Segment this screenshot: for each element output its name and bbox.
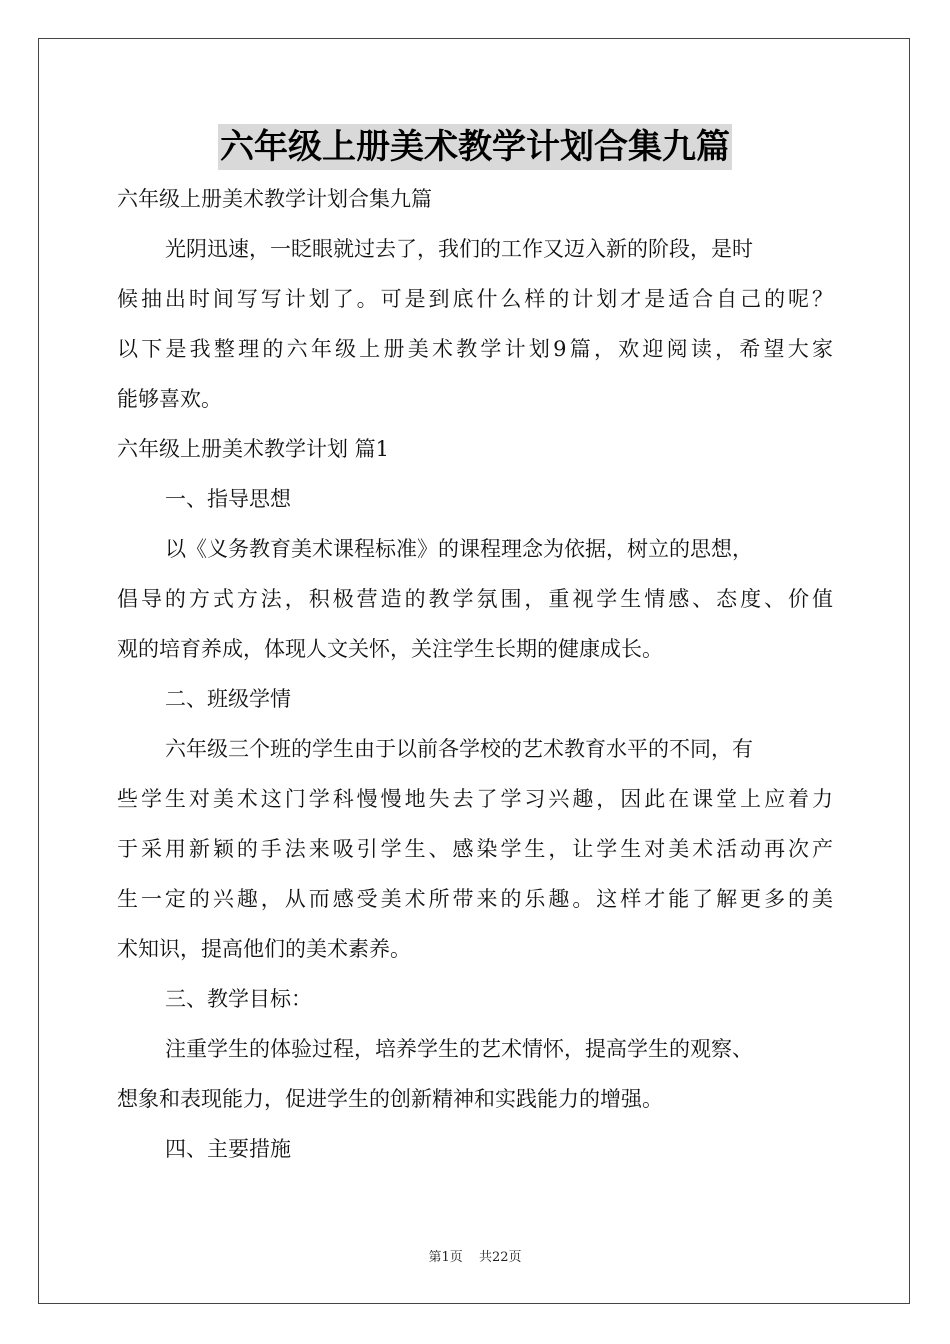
para1-line-3: 观的培育养成，体现人文关怀，关注学生长期的健康成长。 [117,637,663,661]
para2-line-3: 于采用新颖的手法来吸引学生、感染学生，让学生对美术活动再次产 [117,837,833,861]
page-total: 共22页 [478,1250,522,1265]
para2-line-4: 生一定的兴趣，从而感受美术所带来的乐趣。这样才能了解更多的美 [117,887,833,911]
section-title: 六年级上册美术教学计划 篇1 [117,437,390,461]
page-border [38,38,910,1304]
para1-line-1: 以《义务教育美术课程标准》的课程理念为依据，树立的思想， [165,537,753,561]
para3-line-1: 注重学生的体验过程，培养学生的艺术情怀，提高学生的观察、 [165,1037,753,1061]
para2-line-2: 些学生对美术这门学科慢慢地失去了学习兴趣，因此在课堂上应着力 [117,787,833,811]
intro-line-3: 以下是我整理的六年级上册美术教学计划9篇，欢迎阅读，希望大家 [117,337,833,361]
heading-main-measures: 四、主要措施 [165,1137,291,1161]
para1-line-2: 倡导的方式方法，积极营造的教学氛围，重视学生情感、态度、价值 [117,587,833,611]
heading-teaching-goals: 三、教学目标： [165,987,312,1011]
page-footer [0,1246,950,1265]
document-title: 六年级上册美术教学计划合集九篇 [218,124,732,170]
para2-line-5: 术知识，提高他们的美术素养。 [117,937,411,961]
document-subtitle: 六年级上册美术教学计划合集九篇 [117,187,432,211]
heading-guiding-thought: 一、指导思想 [165,487,291,511]
intro-line-2: 候抽出时间写写计划了。可是到底什么样的计划才是适合自己的呢？ [117,287,833,311]
intro-line-1: 光阴迅速，一眨眼就过去了，我们的工作又迈入新的阶段，是时 [165,237,753,261]
para3-line-2: 想象和表现能力，促进学生的创新精神和实践能力的增强。 [117,1087,663,1111]
title-container [0,124,950,170]
page-number: 第1页 [428,1250,463,1265]
para2-line-1: 六年级三个班的学生由于以前各学校的艺术教育水平的不同，有 [165,737,753,761]
heading-class-situation: 二、班级学情 [165,687,291,711]
intro-line-4: 能够喜欢。 [117,387,222,411]
